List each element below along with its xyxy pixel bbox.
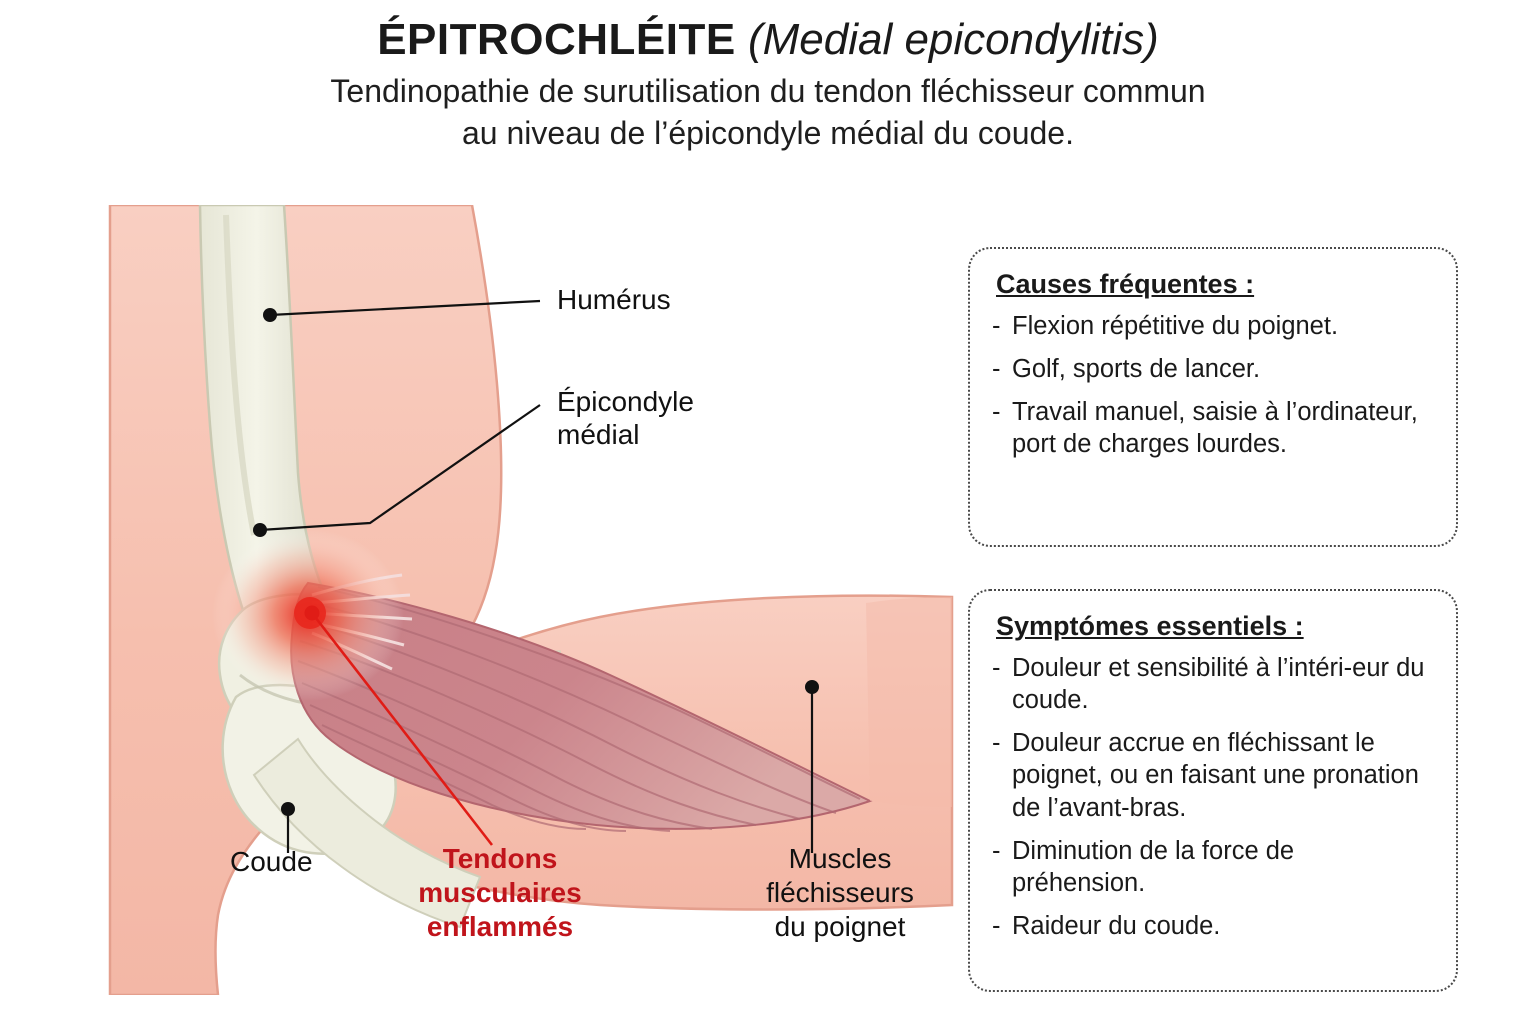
- label-tendons-line-1: Tendons: [442, 843, 558, 874]
- list-item: [992, 652, 1434, 716]
- causes-item-text: Travail manuel, saisie à l’ordinateur, port de charges lourdes.: [1012, 398, 1418, 459]
- forearm-shading: [866, 597, 952, 807]
- causes-list: [992, 310, 1434, 461]
- label-coude: [230, 845, 313, 878]
- symptoms-box: [968, 589, 1458, 992]
- page-subtitle-line-2: au niveau de l’épicondyle médial du coude.: [462, 114, 1074, 151]
- page-subtitle: [0, 71, 1536, 154]
- symptoms-item-text: Raideur du coude.: [1012, 911, 1221, 940]
- label-tendons-line-2: musculaires: [418, 877, 582, 909]
- label-epicondyle-line-2: médial: [557, 419, 640, 451]
- symptoms-list: [992, 652, 1434, 942]
- label-medial-epicondyle: [557, 385, 694, 451]
- bullet-dash-icon: -: [992, 355, 1001, 384]
- symptoms-item-text: Douleur et sensibilité à l’intéri-eur du coude.: [1012, 654, 1425, 715]
- label-epicondyle-line-1: Épicondyle: [557, 386, 694, 417]
- causes-item-text: Flexion répétitive du poignet.: [1012, 312, 1339, 340]
- page-title-main: ÉPITROCHLÉITE: [377, 15, 736, 64]
- bullet-dash-icon: -: [992, 836, 1001, 865]
- label-inflamed-tendons: [395, 842, 605, 944]
- list-item: [992, 396, 1434, 460]
- bullet-dash-icon: -: [992, 312, 1001, 340]
- list-item: [992, 353, 1434, 385]
- bullet-dash-icon: -: [992, 398, 1001, 427]
- symptoms-box-title: Symptómes essentiels :: [996, 611, 1304, 641]
- label-wrist-flexor-muscles: [740, 842, 940, 944]
- page-header: [0, 0, 1536, 154]
- label-coude-text: Coude: [230, 846, 313, 877]
- list-item: [992, 310, 1434, 342]
- bullet-dash-icon: -: [992, 729, 1001, 758]
- bullet-dash-icon: -: [992, 911, 1001, 940]
- label-muscles-line-1: Muscles: [788, 843, 892, 874]
- elbow-anatomy-illustration: [40, 205, 960, 995]
- list-item: [992, 910, 1434, 942]
- page-title-parenthetical: (Medial epicondylitis): [747, 15, 1159, 64]
- causes-box: [968, 247, 1458, 547]
- symptoms-item-text: Diminution de la force de préhension.: [1012, 836, 1295, 897]
- list-item: [992, 727, 1434, 823]
- symptoms-item-text: Douleur accrue en fléchissant le poignet, ou en faisant une pronation de l’avant-bras.: [1012, 729, 1419, 822]
- list-item: [992, 835, 1434, 899]
- label-muscles-line-3: du poignet: [774, 911, 906, 943]
- page-subtitle-line-1: Tendinopathie de surutilisation du tendon fléchisseur commun: [330, 73, 1206, 110]
- causes-box-title: Causes fréquentes :: [996, 269, 1255, 299]
- page-title: [0, 14, 1536, 65]
- causes-item-text: Golf, sports de lancer.: [1012, 355, 1261, 384]
- label-humerus-text: Humérus: [557, 284, 671, 315]
- info-boxes: [968, 247, 1458, 992]
- bullet-dash-icon: -: [992, 654, 1001, 682]
- label-tendons-line-3: enflammés: [426, 911, 574, 943]
- label-muscles-line-2: fléchisseurs: [766, 877, 914, 909]
- label-humerus: [557, 283, 671, 316]
- content-area: [0, 205, 1536, 1024]
